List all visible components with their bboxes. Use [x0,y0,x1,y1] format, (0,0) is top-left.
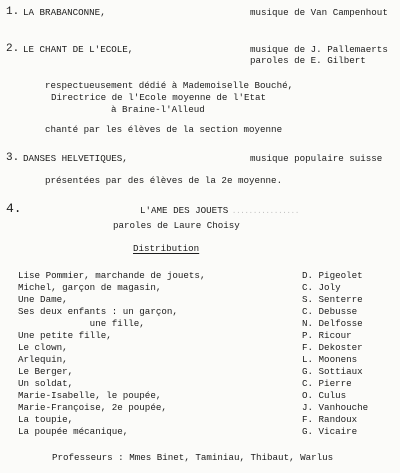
cast-role: Arlequin, [18,354,68,365]
cast-role: Une Dame, [18,294,68,305]
item-2-dedication-line-1: respectueusement dédié à Mademoiselle Bouché, [45,80,294,91]
cast-actor: F. Dekoster [302,342,363,353]
cast-role: Le Berger, [18,366,74,377]
cast-role: une fille, [18,318,145,329]
cast-actor: P. Ricour [302,330,352,341]
cast-role: Le clown, [18,342,68,353]
cast-actor: L. Moonens [302,354,358,365]
distribution-heading: Distribution [133,243,200,254]
cast-row [0,402,400,413]
item-4-number: 4. [6,201,22,216]
cast-actor: G. Sottiaux [302,366,363,377]
cast-row [0,366,400,377]
item-2-dedication-line-3: à Braine-l'Alleud [111,104,205,115]
item-2-composer: musique de J. Pallemaerts [250,44,388,55]
item-2-dedication-line-2: Directrice de l'Ecole moyenne de l'Etat [51,92,267,103]
cast-role: Une petite fille, [18,330,112,341]
cast-actor: F. Randoux [302,414,358,425]
item-3-performers: présentées par des élèves de la 2e moyenne. [45,175,283,186]
cast-row [0,282,400,293]
item-3-number: 3. [6,152,20,164]
teachers-line: Professeurs : Mmes Binet, Taminiau, Thibaut, Warlus [52,452,334,463]
item-3-title: DANSES HELVETIQUES, [23,153,128,164]
cast-actor: G. Vicaire [302,426,358,437]
cast-row [0,306,400,317]
item-2-lyricist: paroles de E. Gilbert [250,55,366,66]
cast-actor: N. Delfosse [302,318,363,329]
cast-role: La poupée mécanique, [18,426,129,437]
item-1-number: 1. [6,6,20,18]
cast-role: Marie-Françoise, 2e poupée, [18,402,167,413]
cast-actor: D. Pigeolet [302,270,363,281]
cast-row [0,270,400,281]
cast-row [0,342,400,353]
cast-role: Marie-Isabelle, le poupée, [18,390,162,401]
cast-row [0,390,400,401]
item-4-title: L'AME DES JOUETS [140,205,229,216]
cast-role: Lise Pommier, marchande de jouets, [18,270,206,281]
item-4-lyricist: paroles de Laure Choisy [113,220,240,231]
cast-role: La toupie, [18,414,74,425]
cast-actor: C. Debusse [302,306,358,317]
cast-actor: C. Joly [302,282,341,293]
item-2-performers: chanté par les élèves de la section moyenne [45,124,283,135]
cast-role: Un soldat, [18,378,74,389]
cast-row [0,318,400,329]
cast-row [0,354,400,365]
item-1-composer: musique de Van Campenhout [250,7,388,18]
item-1-title: LA BRABANCONNE, [23,7,106,18]
item-3-music: musique populaire suisse [250,153,383,164]
cast-role: Michel, garçon de magasin, [18,282,162,293]
cast-actor: C. Pierre [302,378,352,389]
cast-actor: O. Culus [302,390,347,401]
item-4-faint-text: ................ [232,208,300,216]
cast-row [0,414,400,425]
cast-actor: J. Vanhouche [302,402,369,413]
cast-row [0,330,400,341]
item-2-title: LE CHANT DE L'ECOLE, [23,44,134,55]
cast-row [0,378,400,389]
cast-row [0,426,400,437]
cast-row [0,294,400,305]
cast-actor: S. Senterre [302,294,363,305]
item-2-number: 2. [6,43,20,55]
cast-role: Ses deux enfants : un garçon, [18,306,178,317]
